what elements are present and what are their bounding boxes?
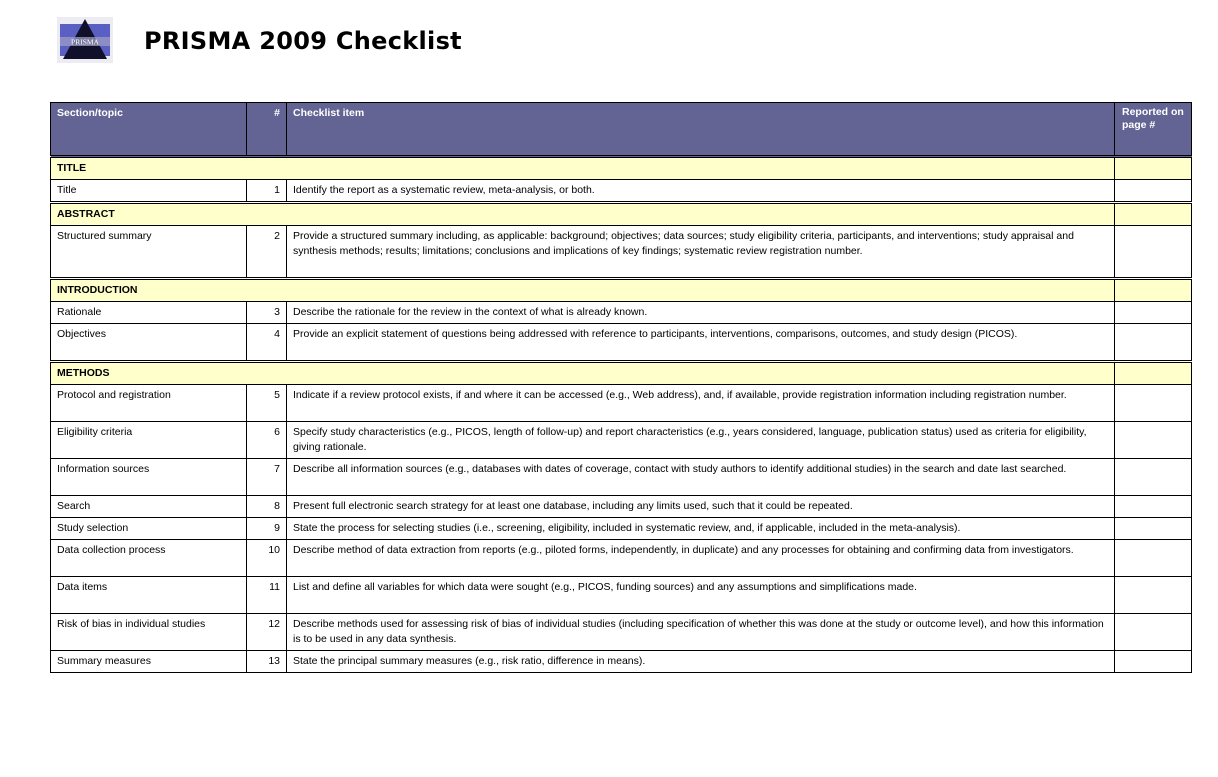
table-row xyxy=(51,651,1192,673)
reported-page-cell[interactable] xyxy=(1115,577,1192,614)
section-page-cell xyxy=(1115,362,1192,385)
topic-cell: Eligibility criteria xyxy=(51,422,247,459)
table-row xyxy=(51,540,1192,577)
topic-cell: Study selection xyxy=(51,518,247,540)
table-row xyxy=(51,422,1192,459)
column-header-reported-page xyxy=(1115,103,1192,157)
item-number-cell: 8 xyxy=(247,496,287,518)
reported-page-cell[interactable] xyxy=(1115,651,1192,673)
reported-page-cell[interactable] xyxy=(1115,324,1192,362)
table-row xyxy=(51,385,1192,422)
reported-page-cell[interactable] xyxy=(1115,496,1192,518)
reported-page-cell[interactable] xyxy=(1115,614,1192,651)
reported-page-cell[interactable] xyxy=(1115,180,1192,203)
table-row xyxy=(51,518,1192,540)
reported-page-cell[interactable] xyxy=(1115,226,1192,279)
topic-cell: Data items xyxy=(51,577,247,614)
item-number-cell: 11 xyxy=(247,577,287,614)
table-body xyxy=(51,157,1192,673)
section-page-cell xyxy=(1115,279,1192,302)
checklist-item-cell: State the process for selecting studies (i.e., screening, eligibility, included in systematic review, and, if applicable, included in the meta-analysis). xyxy=(287,518,1115,540)
column-header-reported-page-label: Reported on page # xyxy=(1122,106,1184,131)
item-number-cell: 4 xyxy=(247,324,287,362)
table-row xyxy=(51,577,1192,614)
table-row xyxy=(51,614,1192,651)
checklist-table xyxy=(50,102,1192,673)
checklist-item-cell: State the principal summary measures (e.g., risk ratio, difference in means). xyxy=(287,651,1115,673)
reported-page-cell[interactable] xyxy=(1115,459,1192,496)
column-header-number: # xyxy=(247,103,287,157)
column-header-checklist-item: Checklist item xyxy=(287,103,1115,157)
checklist-item-cell: Specify study characteristics (e.g., PICOS, length of follow-up) and report characteristics (e.g., years considered, language, publication status) used as criteria for eligibility, giving rationale. xyxy=(287,422,1115,459)
topic-cell: Objectives xyxy=(51,324,247,362)
section-row xyxy=(51,157,1192,180)
logo-text: PRISMA xyxy=(71,37,99,47)
section-page-cell xyxy=(1115,157,1192,180)
section-label: ABSTRACT xyxy=(51,203,1115,226)
section-row xyxy=(51,362,1192,385)
item-number-cell: 6 xyxy=(247,422,287,459)
table-header-row xyxy=(51,103,1192,157)
checklist-item-cell: Describe the rationale for the review in the context of what is already known. xyxy=(287,302,1115,324)
checklist-item-cell: List and define all variables for which data were sought (e.g., PICOS, funding sources) and any assumptions and simplifications made. xyxy=(287,577,1115,614)
topic-cell: Data collection process xyxy=(51,540,247,577)
table-row xyxy=(51,180,1192,203)
topic-cell: Structured summary xyxy=(51,226,247,279)
section-page-cell xyxy=(1115,203,1192,226)
section-label: INTRODUCTION xyxy=(51,279,1115,302)
checklist-item-cell: Describe method of data extraction from reports (e.g., piloted forms, independently, in duplicate) and any processes for obtaining and confirming data from investigators. xyxy=(287,540,1115,577)
item-number-cell: 13 xyxy=(247,651,287,673)
item-number-cell: 7 xyxy=(247,459,287,496)
table-row xyxy=(51,302,1192,324)
reported-page-cell[interactable] xyxy=(1115,518,1192,540)
topic-cell: Rationale xyxy=(51,302,247,324)
topic-cell: Risk of bias in individual studies xyxy=(51,614,247,651)
table-row xyxy=(51,324,1192,362)
page-title: PRISMA 2009 Checklist xyxy=(144,27,462,55)
column-header-section-topic: Section/topic xyxy=(51,103,247,157)
item-number-cell: 12 xyxy=(247,614,287,651)
prisma-logo xyxy=(57,17,113,63)
table-row xyxy=(51,226,1192,279)
table-row xyxy=(51,459,1192,496)
checklist-item-cell: Describe methods used for assessing risk of bias of individual studies (including specification of whether this was done at the study or outcome level), and how this information is to be used in any data synthesis. xyxy=(287,614,1115,651)
reported-page-cell[interactable] xyxy=(1115,385,1192,422)
item-number-cell: 3 xyxy=(247,302,287,324)
item-number-cell: 9 xyxy=(247,518,287,540)
section-label: METHODS xyxy=(51,362,1115,385)
topic-cell: Protocol and registration xyxy=(51,385,247,422)
section-row xyxy=(51,203,1192,226)
topic-cell: Title xyxy=(51,180,247,203)
item-number-cell: 5 xyxy=(247,385,287,422)
reported-page-cell[interactable] xyxy=(1115,540,1192,577)
checklist-item-cell: Describe all information sources (e.g., databases with dates of coverage, contact with study authors to identify additional studies) in the search and date last searched. xyxy=(287,459,1115,496)
checklist-item-cell: Provide a structured summary including, as applicable: background; objectives; data sources; study eligibility criteria, participants, and interventions; study appraisal and synthesis methods; results; limitations; conclusions and implications of key findings; systematic review registration number. xyxy=(287,226,1115,279)
prisma-logo-icon xyxy=(57,17,113,63)
item-number-cell: 1 xyxy=(247,180,287,203)
topic-cell: Summary measures xyxy=(51,651,247,673)
section-row xyxy=(51,279,1192,302)
topic-cell: Information sources xyxy=(51,459,247,496)
section-label: TITLE xyxy=(51,157,1115,180)
checklist-item-cell: Identify the report as a systematic review, meta-analysis, or both. xyxy=(287,180,1115,203)
item-number-cell: 2 xyxy=(247,226,287,279)
checklist-item-cell: Indicate if a review protocol exists, if and where it can be accessed (e.g., Web address), and, if available, provide registration information including registration number. xyxy=(287,385,1115,422)
reported-page-cell[interactable] xyxy=(1115,422,1192,459)
item-number-cell: 10 xyxy=(247,540,287,577)
checklist-item-cell: Present full electronic search strategy for at least one database, including any limits used, such that it could be repeated. xyxy=(287,496,1115,518)
checklist-item-cell: Provide an explicit statement of questions being addressed with reference to participants, interventions, comparisons, outcomes, and study design (PICOS). xyxy=(287,324,1115,362)
table-row xyxy=(51,496,1192,518)
reported-page-cell[interactable] xyxy=(1115,302,1192,324)
topic-cell: Search xyxy=(51,496,247,518)
